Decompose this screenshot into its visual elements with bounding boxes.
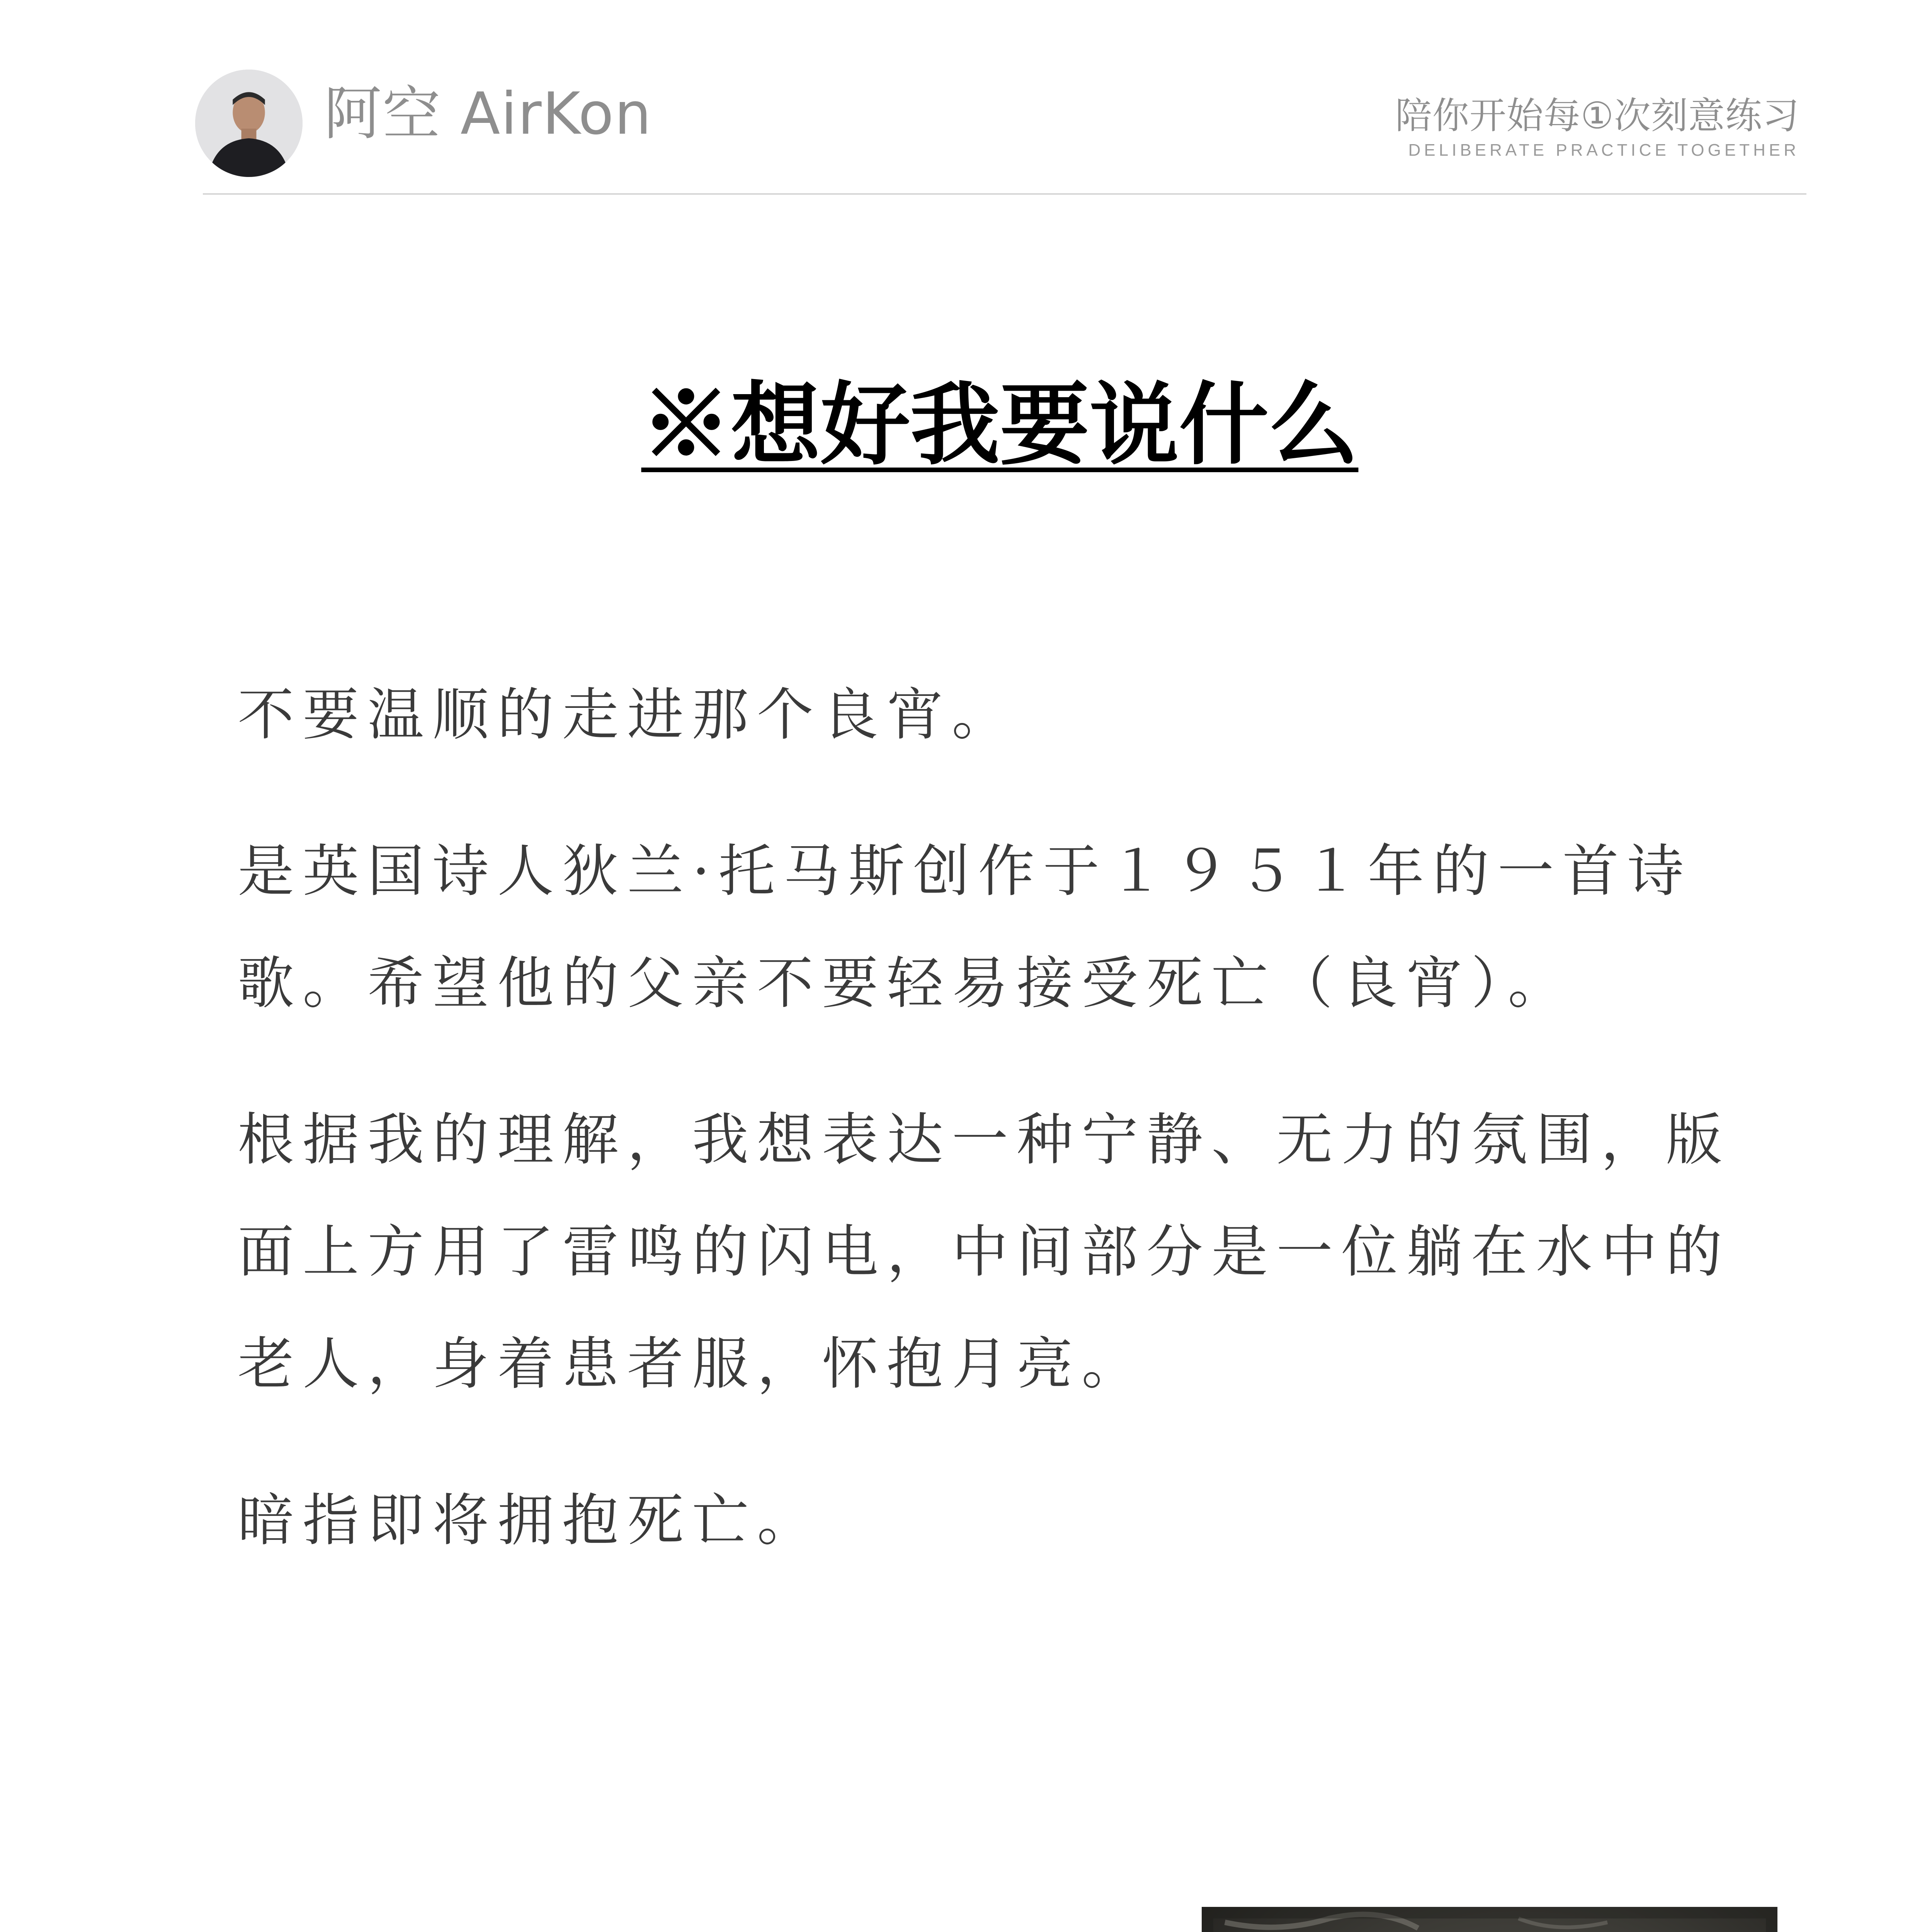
page-title (0, 371, 1932, 478)
slogan-chinese: 陪你开始每①次刻意练习 (1395, 95, 1799, 137)
illustration-photo (1202, 1907, 1777, 1932)
paragraph-4: 暗指即将拥抱死亡。 (238, 1488, 822, 1553)
underwater-old-man-holding-moon-image (1202, 1907, 1777, 1932)
avatar (195, 70, 303, 177)
slogan (1395, 96, 1799, 159)
header-divider (203, 193, 1806, 195)
person-portrait-icon (195, 70, 303, 177)
brand-name: 阿空 AirKon (324, 80, 652, 148)
page-title-text: ※想好我要说什么 (641, 372, 1359, 477)
slogan-english: DELIBERATE PRACTICE TOGETHER (1408, 140, 1799, 160)
page-header (0, 0, 1932, 195)
paragraph-1: 不要温顺的走进那个良宵。 (238, 682, 1017, 748)
article-body (238, 659, 1776, 1621)
paragraph-3: 根据我的理解，我想表达一种宁静、无力的氛围，版面上方用了雷鸣的闪电，中间部分是一位躺在水中的老人，身着患者服，怀抱月亮。 (238, 1107, 1731, 1397)
paragraph-2: 是英国诗人狄兰·托马斯创作于１９５１年的一首诗歌。希望他的父亲不要轻易接受死亡（良宵）。 (238, 838, 1692, 1016)
